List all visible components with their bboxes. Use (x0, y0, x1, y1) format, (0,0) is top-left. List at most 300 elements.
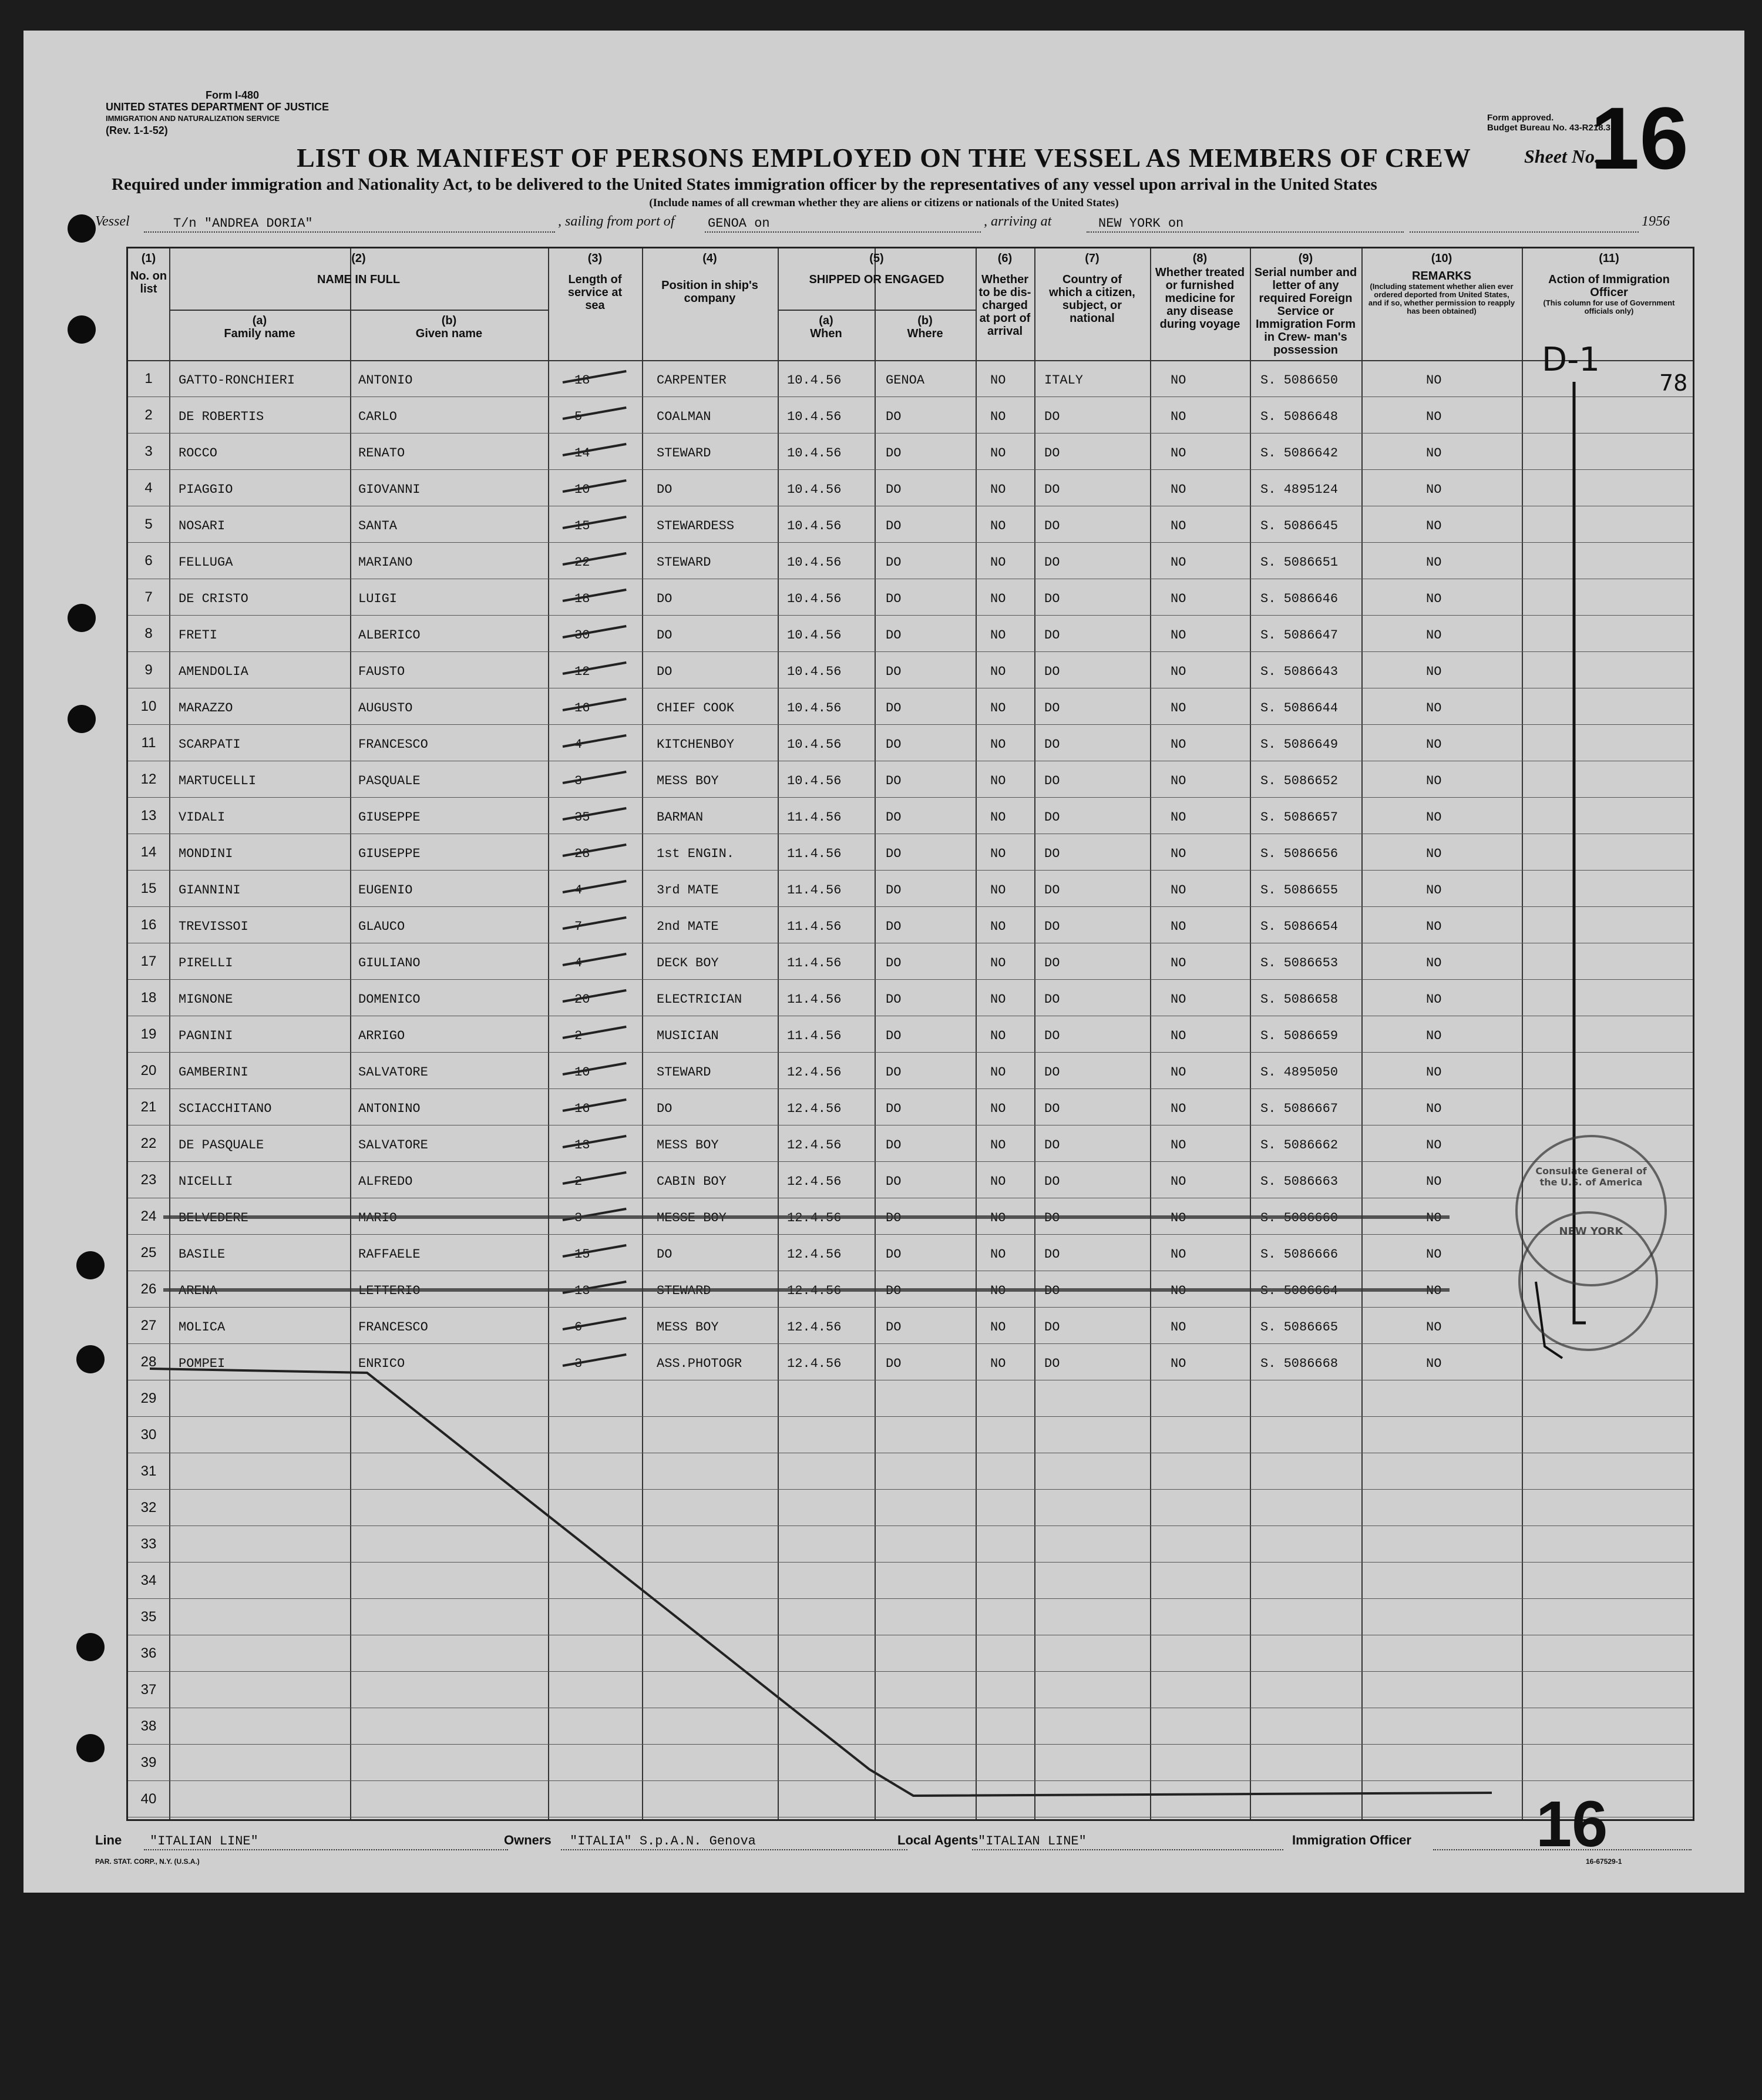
cell-country: DO (1044, 1065, 1060, 1080)
cell-remarks: NO (1426, 1065, 1442, 1080)
cell-serial: S. 5086667 (1260, 1101, 1339, 1116)
cell-position: KITCHENBOY (657, 737, 735, 752)
row-number: 25 (140, 1245, 157, 1261)
printer-imprint: PAR. STAT. CORP., N.Y. (U.S.A.) (95, 1857, 200, 1866)
cell-family: MARTUCELLI (179, 774, 257, 788)
cell-disch: NO (990, 592, 1006, 606)
cell-remarks: NO (1426, 373, 1442, 388)
cell-given: GIUSEPPE (358, 846, 421, 861)
cell-disch: NO (990, 1247, 1006, 1262)
cell-remarks: NO (1426, 519, 1442, 533)
cell-family: SCIACCHITANO (179, 1101, 272, 1116)
cell-serial: S. 5086650 (1260, 373, 1339, 388)
cell-service: 2 (574, 1174, 583, 1189)
cell-service: 4 (574, 737, 583, 752)
cell-service: 5 (574, 409, 583, 424)
sheet-number-label: Sheet No. (1524, 146, 1599, 167)
cell-family: NICELLI (179, 1174, 233, 1189)
cell-serial: S. 5086649 (1260, 737, 1339, 752)
cell-remarks: NO (1426, 628, 1442, 643)
cell-serial: S. 5086665 (1260, 1320, 1339, 1335)
cell-disch: NO (990, 1029, 1006, 1043)
cell-disch: NO (990, 883, 1006, 898)
manifest-note: (Include names of all crewman whether they are aliens or citizens or nationals of the United States) (649, 197, 1119, 209)
cell-where: DO (886, 555, 902, 570)
cell-position: DO (657, 628, 672, 643)
cell-disch: NO (990, 373, 1006, 388)
cell-where: DO (886, 846, 902, 861)
cell-med: NO (1171, 373, 1186, 388)
cell-when: 10.4.56 (787, 555, 842, 570)
vessel-name: T/n "ANDREA DORIA" (173, 216, 313, 231)
cell-given: RENATO (358, 446, 405, 461)
cell-position: DO (657, 1101, 672, 1116)
cell-position: ASS.PHOTOGR (657, 1356, 742, 1371)
cell-where: DO (886, 519, 902, 533)
cell-position: 1st ENGIN. (657, 846, 735, 861)
cell-med: NO (1171, 555, 1186, 570)
cell-serial: S. 5086664 (1260, 1283, 1339, 1298)
cell-med: NO (1171, 956, 1186, 970)
cell-given: CARLO (358, 409, 398, 424)
cell-given: FRANCESCO (358, 1320, 428, 1335)
cell-remarks: NO (1426, 1211, 1442, 1225)
row-number: 12 (140, 771, 157, 787)
cell-when: 12.4.56 (787, 1356, 842, 1371)
cell-med: NO (1171, 519, 1186, 533)
cell-disch: NO (990, 1101, 1006, 1116)
cell-service: 6 (574, 1320, 583, 1335)
row-number: 1 (144, 371, 153, 387)
col-title: Whether to be dis- charged at port of arrival (978, 273, 1031, 338)
manifest-title: LIST OR MANIFEST OF PERSONS EMPLOYED ON THE VESSEL AS MEMBERS OF CREW (297, 143, 1471, 173)
agents-value: "ITALIAN LINE" (978, 1834, 1087, 1849)
cell-when: 11.4.56 (787, 919, 842, 934)
cell-med: NO (1171, 1247, 1186, 1262)
cell-remarks: NO (1426, 664, 1442, 679)
cell-where: DO (886, 664, 902, 679)
cell-med: NO (1171, 1101, 1186, 1116)
cell-service: 18 (574, 373, 590, 388)
cell-remarks: NO (1426, 592, 1442, 606)
line-value: "ITALIAN LINE" (150, 1834, 258, 1849)
cell-med: NO (1171, 846, 1186, 861)
cell-med: NO (1171, 1174, 1186, 1189)
consulate-stamp (1518, 1211, 1658, 1351)
cell-med: NO (1171, 883, 1186, 898)
form-id-line: (Rev. 1-1-52) (106, 125, 168, 136)
cell-serial: S. 5086642 (1260, 446, 1339, 461)
cell-service: 3 (574, 774, 583, 788)
cell-country: DO (1044, 1138, 1060, 1153)
cell-given: GIOVANNI (358, 482, 421, 497)
cell-family: PIAGGIO (179, 482, 233, 497)
cell-given: ENRICO (358, 1356, 405, 1371)
approval-line: Budget Bureau No. 43-R218.3. (1487, 123, 1613, 133)
cell-given: SALVATORE (358, 1138, 428, 1153)
cell-when: 12.4.56 (787, 1247, 842, 1262)
cell-country: DO (1044, 1211, 1060, 1225)
col-index: (10) (1431, 252, 1452, 265)
cell-family: GATTO-RONCHIERI (179, 373, 295, 388)
cell-country: ITALY (1044, 373, 1084, 388)
col-subtitle: (Including statement whether alien ever ordered deported from United States, and if so, whether permission to reapply has been obtained) (1368, 282, 1515, 315)
cell-family: SCARPATI (179, 737, 241, 752)
cell-where: DO (886, 1320, 902, 1335)
cell-remarks: NO (1426, 409, 1442, 424)
cell-serial: S. 5086645 (1260, 519, 1339, 533)
cell-given: LUIGI (358, 592, 398, 606)
cell-when: 10.4.56 (787, 701, 842, 715)
cell-position: DO (657, 1247, 672, 1262)
cell-serial: S. 5086647 (1260, 628, 1339, 643)
cell-remarks: NO (1426, 446, 1442, 461)
cell-serial: S. 5086648 (1260, 409, 1339, 424)
col-index: (2) (351, 252, 366, 265)
row-number: 4 (144, 480, 153, 496)
owners-value: "ITALIA" S.p.A.N. Genova (570, 1834, 756, 1849)
cell-remarks: NO (1426, 883, 1442, 898)
cell-disch: NO (990, 628, 1006, 643)
cell-country: DO (1044, 592, 1060, 606)
cell-position: MESS BOY (657, 1320, 719, 1335)
cell-country: DO (1044, 919, 1060, 934)
cell-service: 12 (574, 664, 590, 679)
cell-position: STEWARDESS (657, 519, 735, 533)
col-title: Length of service at sea (567, 273, 623, 312)
cell-country: DO (1044, 482, 1060, 497)
cell-position: 3rd MATE (657, 883, 719, 898)
cell-remarks: NO (1426, 737, 1442, 752)
form-id-line: UNITED STATES DEPARTMENT OF JUSTICE (106, 101, 329, 113)
cell-when: 12.4.56 (787, 1320, 842, 1335)
cell-country: DO (1044, 810, 1060, 825)
cell-when: 10.4.56 (787, 446, 842, 461)
cell-disch: NO (990, 956, 1006, 970)
cell-disch: NO (990, 1320, 1006, 1335)
col-title: Country of which a citizen, subject, or national (1049, 273, 1135, 325)
cell-position: STEWARD (657, 1283, 711, 1298)
cell-position: MUSICIAN (657, 1029, 719, 1043)
cell-disch: NO (990, 992, 1006, 1007)
row-number: 34 (140, 1573, 157, 1588)
cell-service: 3 (574, 1211, 583, 1225)
cell-where: DO (886, 409, 902, 424)
row-number: 16 (140, 917, 157, 933)
cell-family: NOSARI (179, 519, 226, 533)
cell-serial: S. 5086657 (1260, 810, 1339, 825)
cell-remarks: NO (1426, 1138, 1442, 1153)
cell-med: NO (1171, 1283, 1186, 1298)
cell-service: 7 (574, 919, 583, 934)
cell-service: 16 (574, 701, 590, 715)
cell-remarks: NO (1426, 1174, 1442, 1189)
cell-position: ELECTRICIAN (657, 992, 742, 1007)
col-index: (b) (441, 314, 457, 327)
cell-where: DO (886, 810, 902, 825)
cell-family: BELVEDERE (179, 1211, 248, 1225)
sheet-number: 16 (1590, 89, 1689, 187)
cell-serial: S. 5086653 (1260, 956, 1339, 970)
cell-family: AMENDOLIA (179, 664, 248, 679)
cell-family: FELLUGA (179, 555, 233, 570)
cell-service: 14 (574, 446, 590, 461)
bottom-number: 16 (1536, 1788, 1608, 1860)
cell-given: GLAUCO (358, 919, 405, 934)
row-number: 38 (140, 1718, 157, 1734)
col-title: Action of Immigration Officer (1548, 273, 1670, 299)
cell-given: ALBERICO (358, 628, 421, 643)
row-number: 6 (144, 553, 153, 569)
cell-service: 13 (574, 1283, 590, 1298)
row-number: 14 (140, 844, 157, 860)
cell-med: NO (1171, 446, 1186, 461)
cell-given: SALVATORE (358, 1065, 428, 1080)
cell-disch: NO (990, 1065, 1006, 1080)
sailing-label: , sailing from port of (558, 214, 675, 229)
cell-when: 12.4.56 (787, 1211, 842, 1225)
punch-hole (68, 705, 96, 733)
cell-med: NO (1171, 1356, 1186, 1371)
punch-hole (68, 214, 96, 243)
cell-disch: NO (990, 519, 1006, 533)
cell-family: PIRELLI (179, 956, 233, 970)
col-index: (6) (997, 252, 1013, 265)
cell-where: DO (886, 919, 902, 934)
punch-hole (68, 315, 96, 344)
cell-disch: NO (990, 919, 1006, 934)
cell-serial: S. 5086663 (1260, 1174, 1339, 1189)
stamp-text: Consulate General of the U.S. of America (1535, 1165, 1647, 1188)
cell-disch: NO (990, 409, 1006, 424)
cell-service: 15 (574, 519, 590, 533)
cell-disch: NO (990, 1138, 1006, 1153)
cell-service: 18 (574, 592, 590, 606)
form-id-line: Form I-480 (206, 89, 260, 101)
cell-position: CHIEF COOK (657, 701, 735, 715)
cell-remarks: NO (1426, 1029, 1442, 1043)
cell-when: 11.4.56 (787, 810, 842, 825)
row-number: 7 (144, 589, 153, 605)
col-title: When (810, 327, 842, 340)
cell-service: 15 (574, 1247, 590, 1262)
row-number: 33 (140, 1536, 157, 1552)
col-index: (a) (252, 314, 267, 327)
cell-remarks: NO (1426, 1101, 1442, 1116)
cell-disch: NO (990, 555, 1006, 570)
col-index: (9) (1298, 252, 1313, 265)
cell-country: DO (1044, 992, 1060, 1007)
cell-disch: NO (990, 846, 1006, 861)
cell-serial: S. 5086656 (1260, 846, 1339, 861)
cell-country: DO (1044, 883, 1060, 898)
cancel-line (150, 1369, 1492, 1796)
cell-position: MESSE BOY (657, 1211, 727, 1225)
punch-hole (68, 604, 96, 632)
cell-disch: NO (990, 1356, 1006, 1371)
cell-where: DO (886, 1101, 902, 1116)
row-number: 26 (140, 1281, 157, 1297)
cell-med: NO (1171, 774, 1186, 788)
cell-given: EUGENIO (358, 883, 413, 898)
cell-country: DO (1044, 555, 1060, 570)
cell-serial: S. 5086666 (1260, 1247, 1339, 1262)
manifest-sheet (23, 31, 1744, 1893)
cell-when: 10.4.56 (787, 664, 842, 679)
approval-line: Form approved. (1487, 113, 1554, 123)
col-title: SHIPPED OR ENGAGED (809, 273, 944, 286)
cell-med: NO (1171, 737, 1186, 752)
cell-disch: NO (990, 810, 1006, 825)
cell-position: CARPENTER (657, 373, 727, 388)
cell-service: 22 (574, 555, 590, 570)
cell-country: DO (1044, 774, 1060, 788)
cell-family: DE CRISTO (179, 592, 248, 606)
cell-family: GIANNINI (179, 883, 241, 898)
cell-service: 3 (574, 1356, 583, 1371)
cell-service: 2 (574, 1029, 583, 1043)
cell-where: DO (886, 1247, 902, 1262)
cell-country: DO (1044, 701, 1060, 715)
cell-serial: S. 5086652 (1260, 774, 1339, 788)
cell-when: 10.4.56 (787, 409, 842, 424)
cell-service: 16 (574, 1101, 590, 1116)
cell-position: STEWARD (657, 1065, 711, 1080)
cell-med: NO (1171, 664, 1186, 679)
cell-country: DO (1044, 1320, 1060, 1335)
row-number: 35 (140, 1609, 157, 1625)
cell-when: 12.4.56 (787, 1174, 842, 1189)
cell-when: 10.4.56 (787, 737, 842, 752)
punch-hole (76, 1251, 105, 1279)
cell-where: DO (886, 482, 902, 497)
cell-remarks: NO (1426, 1320, 1442, 1335)
row-number: 31 (140, 1463, 157, 1479)
cell-med: NO (1171, 1138, 1186, 1153)
cell-where: DO (886, 1138, 902, 1153)
row-number: 13 (140, 808, 157, 824)
cell-disch: NO (990, 482, 1006, 497)
cell-given: FAUSTO (358, 664, 405, 679)
cell-given: GIUSEPPE (358, 810, 421, 825)
cell-med: NO (1171, 1029, 1186, 1043)
cell-given: ANTONIO (358, 373, 413, 388)
form-code: 16-67529-1 (1586, 1857, 1622, 1866)
voyage-year: 1956 (1642, 214, 1670, 229)
cell-when: 10.4.56 (787, 482, 842, 497)
row-number: 40 (140, 1791, 157, 1807)
punch-hole (76, 1633, 105, 1661)
cell-serial: S. 5086644 (1260, 701, 1339, 715)
cell-given: FRANCESCO (358, 737, 428, 752)
row-number: 29 (140, 1390, 157, 1406)
cell-given: MARIANO (358, 555, 413, 570)
cell-med: NO (1171, 1211, 1186, 1225)
cell-where: DO (886, 737, 902, 752)
cell-given: ALFREDO (358, 1174, 413, 1189)
cell-when: 11.4.56 (787, 956, 842, 970)
col-subtitle: (This column for use of Government officials only) (1543, 298, 1675, 315)
cell-remarks: NO (1426, 1356, 1442, 1371)
row-number: 15 (140, 881, 157, 896)
cell-position: MESS BOY (657, 1138, 719, 1153)
cell-med: NO (1171, 919, 1186, 934)
cell-when: 10.4.56 (787, 628, 842, 643)
cell-remarks: NO (1426, 701, 1442, 715)
cell-position: DO (657, 664, 672, 679)
cell-serial: S. 5086651 (1260, 555, 1339, 570)
cell-med: NO (1171, 992, 1186, 1007)
cell-where: DO (886, 1356, 902, 1371)
row-number: 5 (144, 516, 153, 532)
cell-country: DO (1044, 956, 1060, 970)
cell-position: CABIN BOY (657, 1174, 727, 1189)
cell-serial: S. 5086658 (1260, 992, 1339, 1007)
cell-when: 12.4.56 (787, 1283, 842, 1298)
cell-serial: S. 5086654 (1260, 919, 1339, 934)
row-number: 30 (140, 1427, 157, 1443)
col-index: (7) (1085, 252, 1099, 265)
row-number: 11 (141, 735, 156, 751)
cell-med: NO (1171, 1065, 1186, 1080)
col-title: NAME IN FULL (317, 273, 401, 286)
cell-disch: NO (990, 1211, 1006, 1225)
port-to: NEW YORK on (1098, 216, 1184, 231)
cell-where: DO (886, 1065, 902, 1080)
cell-disch: NO (990, 701, 1006, 715)
col-title: Where (907, 327, 943, 340)
cell-given: ARRIGO (358, 1029, 405, 1043)
cell-position: DO (657, 592, 672, 606)
form-id-line: IMMIGRATION AND NATURALIZATION SERVICE (106, 114, 280, 123)
cell-country: DO (1044, 628, 1060, 643)
cell-serial: S. 4895124 (1260, 482, 1339, 497)
cell-remarks: NO (1426, 1283, 1442, 1298)
cell-family: DE ROBERTIS (179, 409, 264, 424)
cell-when: 12.4.56 (787, 1138, 842, 1153)
row-number: 19 (140, 1026, 157, 1042)
cell-country: DO (1044, 737, 1060, 752)
cell-given: LETTERIO (358, 1283, 421, 1298)
cell-where: DO (886, 1174, 902, 1189)
cell-when: 10.4.56 (787, 373, 842, 388)
cell-remarks: NO (1426, 846, 1442, 861)
cell-disch: NO (990, 774, 1006, 788)
cell-disch: NO (990, 1283, 1006, 1298)
cell-when: 12.4.56 (787, 1065, 842, 1080)
row-number: 10 (140, 698, 157, 714)
cell-where: DO (886, 1029, 902, 1043)
cell-given: ANTONINO (358, 1101, 421, 1116)
cell-med: NO (1171, 409, 1186, 424)
cell-family: TREVISSOI (179, 919, 248, 934)
cell-when: 10.4.56 (787, 592, 842, 606)
cell-where: DO (886, 992, 902, 1007)
cell-family: PAGNINI (179, 1029, 233, 1043)
cell-when: 10.4.56 (787, 519, 842, 533)
cell-given: AUGUSTO (358, 701, 413, 715)
cell-disch: NO (990, 1174, 1006, 1189)
cell-where: DO (886, 701, 902, 715)
cell-country: DO (1044, 1101, 1060, 1116)
cell-serial: S. 5086643 (1260, 664, 1339, 679)
cell-position: BARMAN (657, 810, 704, 825)
cell-remarks: NO (1426, 956, 1442, 970)
cell-country: DO (1044, 1247, 1060, 1262)
cell-where: GENOA (886, 373, 925, 388)
punch-hole (76, 1345, 105, 1373)
cell-country: DO (1044, 664, 1060, 679)
